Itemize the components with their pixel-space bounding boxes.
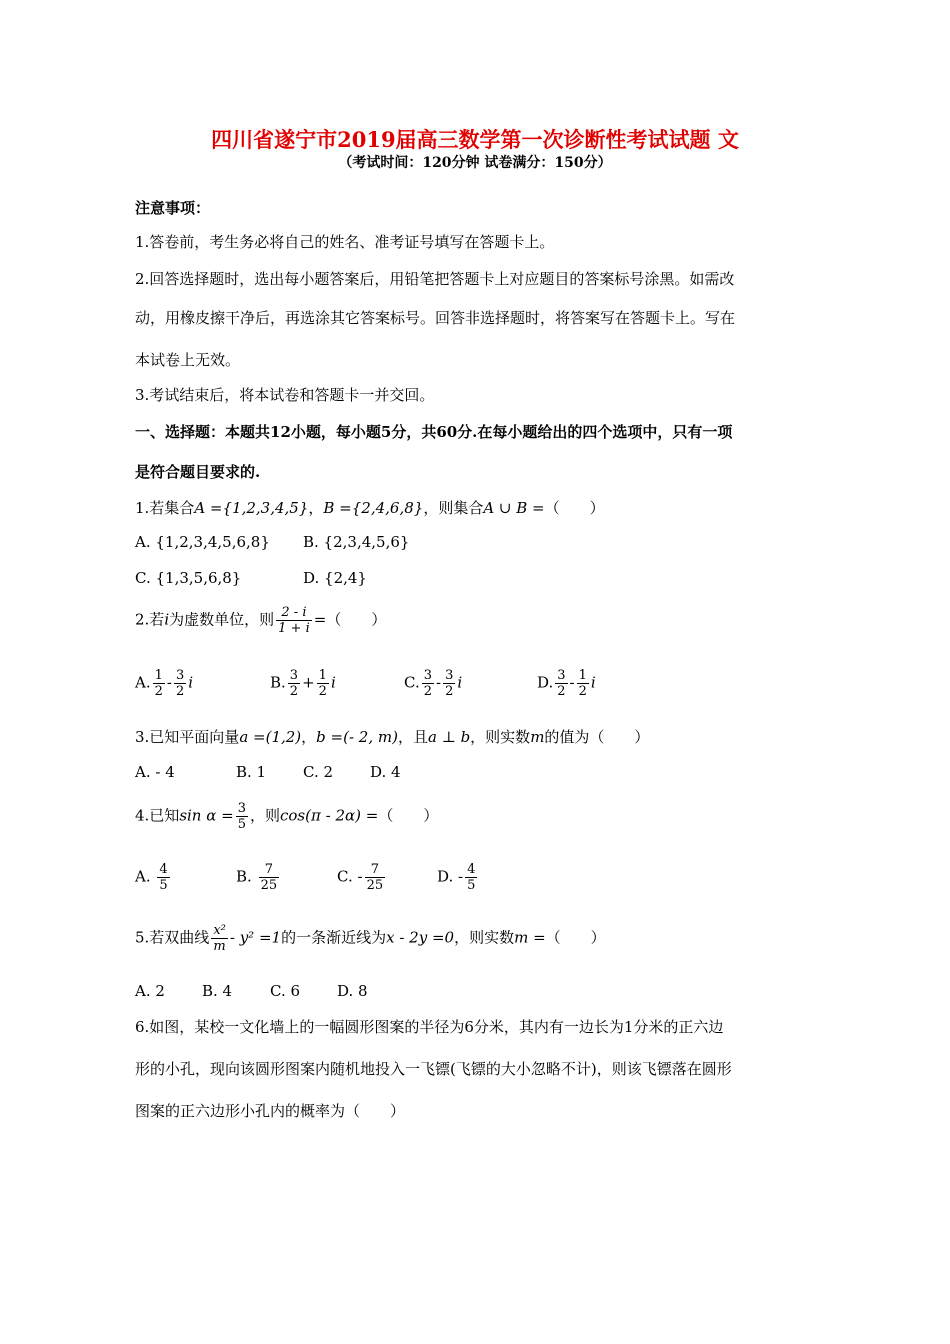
- q4-option-fraction: [157, 862, 169, 893]
- q4-stem-text-2: ，则: [249, 806, 280, 825]
- q2-option-denominator: 2: [154, 684, 163, 699]
- q4-option-denominator: 5: [159, 878, 168, 893]
- question-6-line-1: 6.如图，某校一文化墙上的一幅圆形图案的半径为6分米，其内有一边长为1分米的正六边: [135, 1018, 724, 1036]
- q2-numerator: 2 - i: [276, 605, 312, 621]
- q5-answer-paren: （ ）: [545, 928, 606, 947]
- q2-option-imaginary-unit: i: [330, 673, 336, 692]
- q4-denominator: 5: [237, 817, 246, 832]
- q2-option-imaginary-unit: i: [590, 673, 596, 692]
- q2-option-fraction: [443, 668, 455, 699]
- question-6-line-3: 图案的正六边形小孔内的概率为（ ）: [135, 1102, 406, 1120]
- q3-stem-text-4: 的值为（ ）: [544, 728, 650, 746]
- q5-stem-text-3: ，则实数: [454, 928, 515, 947]
- q4-option-sign: -: [357, 867, 363, 886]
- q5-denominator: m: [213, 939, 226, 954]
- q4-option-c: [337, 862, 387, 893]
- q2-option-label: D.: [537, 673, 554, 692]
- q5-asymptote: x - 2y =0: [386, 928, 455, 947]
- q2-option-numerator: 3: [557, 668, 566, 683]
- q4-sin-expression: sin α =: [179, 806, 234, 825]
- q3-perpendicular: a ⊥ b: [427, 728, 471, 746]
- q2-option-imaginary-unit: i: [457, 673, 463, 692]
- q2-option-denominator: 2: [175, 684, 185, 699]
- notice-line-4: 本试卷上无效。: [135, 351, 241, 369]
- q2-option-denominator: 2: [557, 684, 566, 699]
- q5-fraction: [211, 923, 228, 954]
- q4-numerator: 3: [237, 801, 246, 816]
- q2-option-denominator: 2: [423, 684, 432, 699]
- q2-option-d: [537, 668, 596, 699]
- q2-option-c: [404, 668, 462, 699]
- q2-option-label: A.: [135, 673, 151, 692]
- q4-fraction: [236, 801, 248, 832]
- q3-variable-m: m: [530, 728, 545, 746]
- q1-stem-text-2: ，则集合: [423, 499, 484, 517]
- q2-equals: =: [313, 610, 327, 629]
- q2-option-denominator: 2: [289, 684, 299, 699]
- q2-stem-text-2: 为虚数单位，则: [169, 610, 275, 629]
- q2-option-label: C.: [404, 673, 420, 692]
- notice-line-5: 3.考试结束后，将本试卷和答题卡一并交回。: [135, 386, 435, 404]
- notice-line-3: 动，用橡皮擦干净后，再选涂其它答案标号。回答非选择题时，将答案写在答题卡上。写在: [135, 309, 736, 327]
- q2-option-denominator: 2: [578, 684, 587, 699]
- q3-stem-text-3: ，则实数: [470, 728, 531, 746]
- q2-option-numerator: 3: [289, 668, 299, 683]
- q5-stem-text-2: 的一条渐近线为: [281, 928, 387, 947]
- question-6-line-2: 形的小孔，现向该圆形图案内随机地投入一飞镖(飞镖的大小忽略不计)，则该飞镖落在圆形: [135, 1060, 732, 1078]
- notice-heading: 注意事项：: [135, 199, 211, 217]
- question-5-stem: [135, 923, 606, 954]
- q2-answer-paren: （ ）: [326, 610, 387, 629]
- q4-option-d: [437, 862, 479, 893]
- q2-option-numerator: 1: [154, 668, 163, 683]
- q5-option-c: C. 6: [270, 982, 301, 1000]
- q4-answer-paren: （ ）: [378, 806, 439, 825]
- q4-option-numerator: 4: [159, 862, 168, 877]
- q4-option-sign: -: [458, 867, 464, 886]
- q1-expression: A ∪ B =: [483, 499, 545, 517]
- q3-option-b: B. 1: [236, 763, 267, 781]
- q4-option-fraction: [465, 862, 477, 893]
- q5-option-a: A. 2: [135, 982, 165, 1000]
- q4-option-label: B.: [236, 867, 252, 886]
- q4-option-label: D.: [437, 867, 454, 886]
- q3-vector-a: a =(1,2): [239, 728, 302, 746]
- q1-set-a: A ={1,2,3,4,5}: [194, 499, 309, 517]
- q1-option-a: A. {1,2,3,4,5,6,8}: [135, 533, 270, 551]
- q2-option-numerator: 1: [318, 668, 327, 683]
- q5-option-b: B. 4: [202, 982, 233, 1000]
- q4-option-numerator: 7: [259, 862, 280, 878]
- q4-option-denominator: 25: [366, 878, 384, 893]
- q4-stem-text: 4.已知: [135, 806, 180, 825]
- q4-option-b: [236, 862, 281, 893]
- q4-option-denominator: 25: [260, 878, 278, 893]
- notice-line-1: 1.答卷前，考生务必将自己的姓名、准考证号填写在答题卡上。: [135, 233, 555, 251]
- q2-option-label: B.: [270, 673, 286, 692]
- q1-stem-text: 1.若集合: [135, 499, 195, 517]
- q3-vector-b: b =(- 2, m): [316, 728, 398, 746]
- q2-option-fraction: [422, 668, 434, 699]
- q2-stem-text: 2.若: [135, 610, 165, 629]
- q1-option-d: D. {2,4}: [303, 569, 367, 587]
- section-heading-line-2: 是符合题目要求的.: [135, 463, 261, 481]
- q5-stem-text: 5.若双曲线: [135, 928, 210, 947]
- q5-variable-m: m =: [514, 928, 546, 947]
- q2-option-operator: -: [166, 673, 172, 692]
- q2-option-operator: +: [302, 673, 315, 692]
- q3-comma: ，: [301, 728, 317, 746]
- q2-option-fraction: [153, 668, 165, 699]
- q4-cos-expression: cos(π - 2α) =: [280, 806, 379, 825]
- q5-numerator: x²: [213, 923, 226, 938]
- question-1-stem: [135, 497, 605, 518]
- q2-denominator: 1 + i: [278, 621, 310, 636]
- q4-option-label: C.: [337, 867, 353, 886]
- q2-option-fraction: [174, 668, 186, 699]
- q2-option-b: [270, 668, 336, 699]
- q2-imaginary-unit: i: [164, 610, 170, 629]
- q2-option-operator: -: [569, 673, 575, 692]
- q3-option-d: D. 4: [370, 763, 401, 781]
- question-4-stem: [135, 801, 438, 832]
- q1-option-c: C. {1,3,5,6,8}: [135, 569, 242, 587]
- q3-option-a: A. - 4: [135, 763, 175, 781]
- q4-option-fraction: [259, 862, 280, 893]
- q3-stem-text: 3.已知平面向量: [135, 728, 240, 746]
- q4-option-label: A.: [135, 867, 151, 886]
- q5-option-d: D. 8: [337, 982, 368, 1000]
- q2-option-numerator: 3: [175, 668, 185, 683]
- q1-option-b: B. {2,3,4,5,6}: [303, 533, 410, 551]
- q3-stem-text-2: ，且: [397, 728, 428, 746]
- exam-info: （考试时间：120分钟 试卷满分：150分）: [338, 155, 612, 171]
- q2-fraction: [276, 605, 312, 636]
- question-3-stem: [135, 726, 649, 747]
- q2-option-a: [135, 668, 193, 699]
- section-heading-line-1: 一、选择题：本题共12小题，每小题5分，共60分.在每小题给出的四个选项中，只有一项: [135, 423, 733, 441]
- q4-option-denominator: 5: [467, 878, 476, 893]
- q2-option-fraction: [555, 668, 567, 699]
- q1-comma: ，: [308, 499, 324, 517]
- page-title: 四川省遂宁市2019届高三数学第一次诊断性考试试题 文: [211, 127, 739, 152]
- q4-option-numerator: 7: [365, 862, 386, 878]
- q5-equation-rest: - y² =1: [229, 928, 282, 947]
- q4-option-fraction: [365, 862, 386, 893]
- q2-option-imaginary-unit: i: [188, 673, 194, 692]
- q2-option-numerator: 3: [445, 668, 454, 683]
- q2-option-numerator: 3: [423, 668, 432, 683]
- q2-option-fraction: [577, 668, 589, 699]
- question-2-stem: [135, 605, 386, 636]
- notice-line-2: 2.回答选择题时，选出每小题答案后，用铅笔把答题卡上对应题目的答案标号涂黑。如需改: [135, 270, 735, 288]
- q2-option-fraction: [317, 668, 329, 699]
- q2-option-numerator: 1: [578, 668, 587, 683]
- q2-option-denominator: 2: [318, 684, 327, 699]
- q1-answer-paren: （ ）: [544, 499, 605, 517]
- q1-set-b: B ={2,4,6,8}: [323, 499, 424, 517]
- q2-option-fraction: [288, 668, 300, 699]
- q4-option-numerator: 4: [467, 862, 476, 877]
- q3-option-c: C. 2: [303, 763, 334, 781]
- q4-option-a: [135, 862, 172, 893]
- q2-option-denominator: 2: [445, 684, 454, 699]
- q2-option-operator: -: [436, 673, 442, 692]
